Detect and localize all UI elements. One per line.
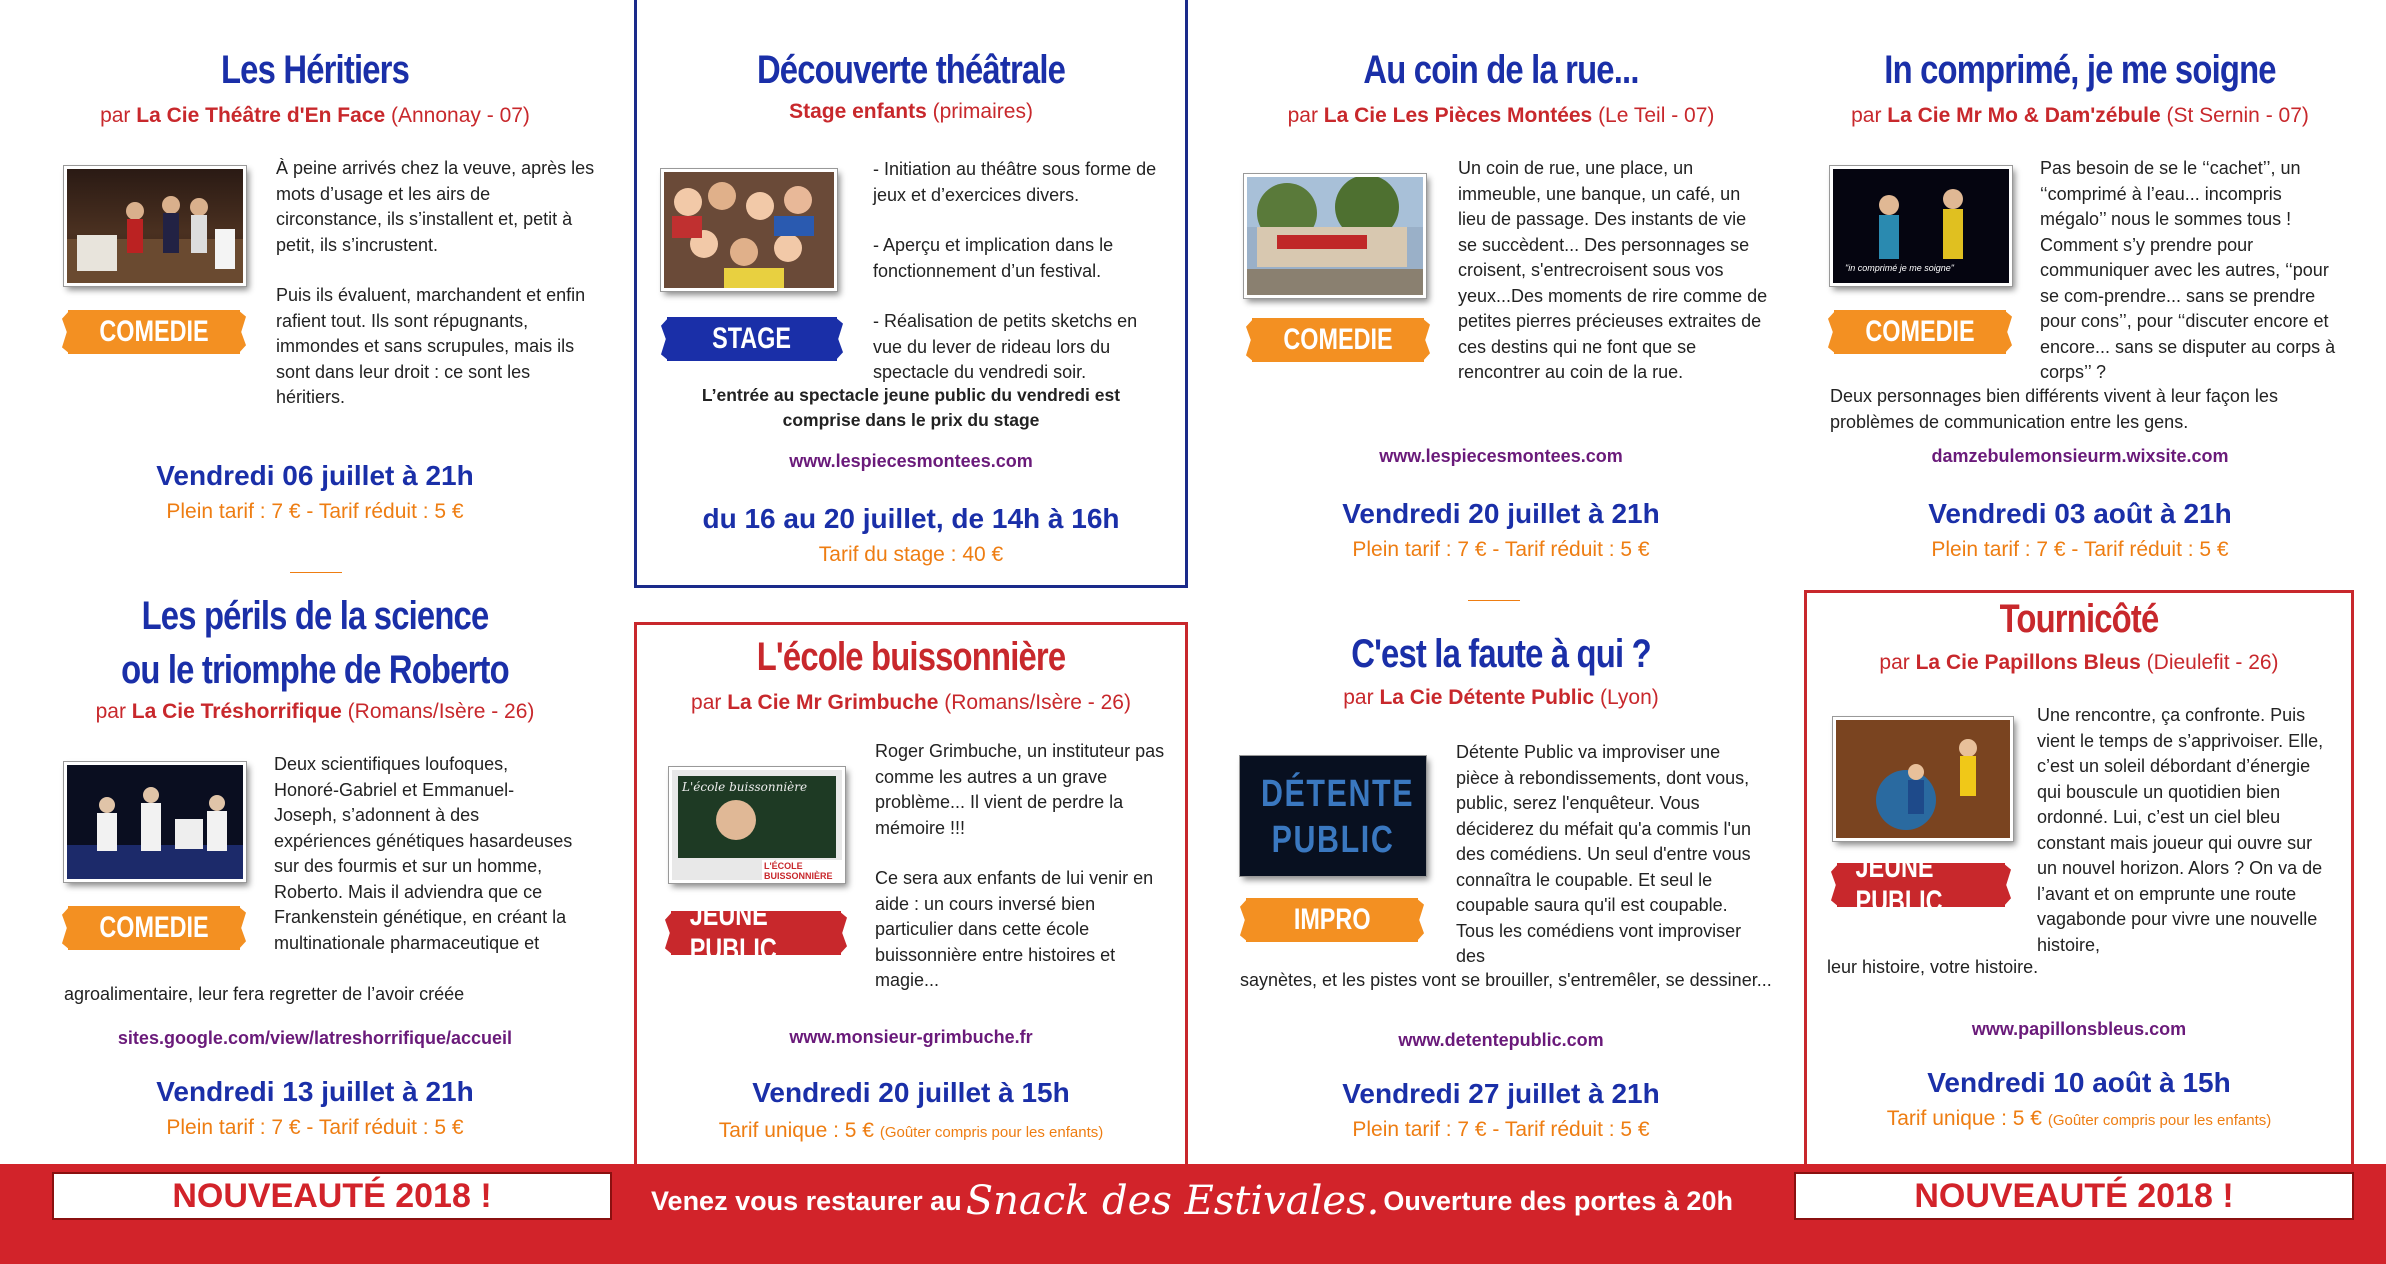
show-description-wide: agroalimentaire, leur fera regretter de l’avoir créée xyxy=(64,984,465,1004)
separator xyxy=(1468,600,1520,601)
column-3 xyxy=(1206,0,1796,1164)
show-description: Roger Grimbuche, un instituteur pas comme les autres a un grave problème... Il vient de perdre la mémoire !!! Ce sera aux enfants de lui venir en aide : un cours inversé bien particulier dans cette école buissonnière entre histoires et magie... xyxy=(875,741,1165,990)
show-price: Tarif du stage : 40 € xyxy=(818,543,1004,566)
show-photo xyxy=(1833,717,2013,841)
show-byline: par La Cie Théâtre d'En Face (Annonay - 07) xyxy=(100,104,530,127)
show-in-comprime xyxy=(1800,0,2360,580)
show-byline: Stage enfants (primaires) xyxy=(789,100,1033,123)
show-date: Vendredi 03 août à 21h xyxy=(1928,498,2232,529)
show-description-wide: Deux personnages bien différents vivent à leur façon les problèmes de communication entre les gens. xyxy=(1830,386,2278,432)
show-date: Vendredi 20 juillet à 15h xyxy=(752,1077,1070,1108)
show-website-link[interactable]: damzebulemonsieurm.wixsite.com xyxy=(1931,446,2229,466)
show-price: Tarif unique : 5 € (Goûter compris pour les enfants) xyxy=(1886,1107,2272,1130)
genre-tag: STAGE xyxy=(667,317,837,361)
show-website-link[interactable]: www.lespiecesmontees.com xyxy=(1379,446,1623,466)
show-description-wide: leur histoire, votre histoire. xyxy=(1827,957,2039,977)
separator xyxy=(290,572,342,573)
show-date: du 16 au 20 juillet, de 14h à 16h xyxy=(702,503,1120,534)
genre-tag: COMEDIE xyxy=(1834,310,2006,354)
show-title: L'école buissonnière xyxy=(756,635,1066,679)
genre-tag: COMEDIE xyxy=(68,906,240,950)
show-les-heritiers xyxy=(0,0,630,560)
photo-banner: L'ÉCOLE BUISSONNIÈRE xyxy=(762,860,842,882)
show-website-link[interactable]: sites.google.com/view/latreshorrifique/accueil xyxy=(117,1028,513,1048)
show-c-est-la-faute-a-qui xyxy=(1206,620,1796,1164)
scientists-scene-image xyxy=(67,765,243,879)
tournicote-scene-image xyxy=(1836,720,2010,838)
snack-name: Snack des Estivales. xyxy=(965,1178,1380,1224)
show-description: Pas besoin de se le ‘‘cachet’’, un ‘‘comprimé à l’eau... incompris mégalo’’ nous le sommes tous ! Comment s’y prendre pour communiquer avec les autres, ‘‘pour se com-prendre... sans se prendre pour cons’’, pour ‘‘discuter encore et encore... sans se disputer au corps à corps’’ ? xyxy=(2040,158,2336,382)
show-website-link[interactable]: www.detentepublic.com xyxy=(1398,1030,1604,1050)
show-description: Un coin de rue, une place, un immeuble, une banque, un café, un lieu de passage. Des instants de vie se succèdent... Des personnages se croisent, s'entrecroisent sous vos yeux...Des moments de rire comme de petites pierres précieuses extraites de ces destins qui ne font que se rencontrer au coin de la rue. xyxy=(1458,158,1768,382)
photo-caption: "in comprimé je me soigne" xyxy=(1845,263,1954,273)
show-photo xyxy=(1244,174,1426,298)
genre-tag: COMEDIE xyxy=(1252,318,1424,362)
show-photo xyxy=(661,169,837,291)
show-price: Plein tarif : 7 € - Tarif réduit : 5 € xyxy=(166,500,464,523)
show-title: C'est la faute à qui ? xyxy=(1351,632,1651,676)
genre-tag: JEUNE PUBLIC xyxy=(671,911,841,955)
column-4 xyxy=(1800,0,2386,1164)
genre-tag: JEUNE PUBLIC xyxy=(1837,863,2005,907)
company-name: La Cie Détente Public xyxy=(1379,686,1595,709)
show-l-ecole-buissonniere xyxy=(634,622,1188,1172)
show-date: Vendredi 27 juillet à 21h xyxy=(1342,1078,1660,1109)
company-name: La Cie Papillons Bleus xyxy=(1915,651,2141,674)
show-website-link[interactable]: www.monsieur-grimbuche.fr xyxy=(789,1027,1033,1047)
show-date: Vendredi 10 août à 15h xyxy=(1927,1067,2231,1098)
show-description-wide: saynètes, et les pistes vont se brouiller, s'entremêler, se dessiner... xyxy=(1240,970,1772,990)
show-photo xyxy=(669,767,845,883)
nouveaute-badge-left: NOUVEAUTÉ 2018 ! xyxy=(52,1172,612,1220)
children-group-image xyxy=(664,172,834,288)
genre-tag: COMEDIE xyxy=(68,310,240,354)
show-title-line-2: ou le triomphe de Roberto xyxy=(121,648,509,692)
show-description: - Initiation au théâtre sous forme de jeux et d’exercices divers. - Aperçu et implication dans le fonctionnement d’un festival. - Réalisation de petits sketchs en vue du lever de rideau lors du spectacle du vendredi soir. xyxy=(873,159,1157,382)
show-title: Tournicôté xyxy=(1999,597,2159,641)
company-name: La Cie Mr Grimbuche xyxy=(727,691,939,714)
show-tournicote xyxy=(1804,590,2354,1172)
show-title: Les Héritiers xyxy=(220,48,410,92)
stage-note: L’entrée au spectacle jeune public du vendredi est comprise dans le prix du stage xyxy=(701,385,1121,430)
show-byline: par La Cie Les Pièces Montées (Le Teil - 07) xyxy=(1287,104,1715,127)
show-price: Tarif unique : 5 € (Goûter compris pour les enfants) xyxy=(718,1119,1104,1142)
show-photo xyxy=(64,762,246,882)
company-name: La Cie Mr Mo & Dam'zébule xyxy=(1887,104,2161,127)
show-date: Vendredi 13 juillet à 21h xyxy=(156,1076,474,1107)
nouveaute-badge-right: NOUVEAUTÉ 2018 ! xyxy=(1794,1172,2354,1220)
photo-text-line-2: PUBLIC xyxy=(1271,819,1395,861)
show-price: Plein tarif : 7 € - Tarif réduit : 5 € xyxy=(1352,538,1650,561)
show-title: Au coin de la rue... xyxy=(1363,48,1639,92)
company-name: La Cie Tréshorrifique xyxy=(131,700,342,723)
show-price: Plein tarif : 7 € - Tarif réduit : 5 € xyxy=(1931,538,2229,561)
show-website-link[interactable]: www.papillonsbleus.com xyxy=(1971,1019,2187,1039)
show-description: Une rencontre, ça confronte. Puis vient le temps de s’apprivoiser. Elle, c’est un soleil débordant d’énergie qui bouscule un quotidien bien ordonné. Lui, c’est un ciel bleu constant mais joueur qui ouvre sur un nouvel horizon. Alors ? On va de l’avant et on emprunte une route vagabonde pour vivre une nouvelle histoire, xyxy=(2037,705,2324,955)
stage-scene-image xyxy=(67,169,243,283)
show-date: Vendredi 06 juillet à 21h xyxy=(156,460,474,491)
show-photo xyxy=(1830,166,2012,286)
show-title: Découverte théâtrale xyxy=(756,48,1066,92)
column-2 xyxy=(630,0,1186,1164)
show-decouverte-theatrale xyxy=(634,0,1188,588)
street-corner-image xyxy=(1247,177,1423,295)
photo-text-line-1: DÉTENTE xyxy=(1261,773,1415,815)
teacher-figure xyxy=(716,800,756,840)
show-website-link[interactable]: www.lespiecesmontees.com xyxy=(789,451,1033,471)
show-byline: par La Cie Détente Public (Lyon) xyxy=(1343,686,1659,709)
genre-tag: IMPRO xyxy=(1246,898,1418,942)
company-name: La Cie Théâtre d'En Face xyxy=(136,104,386,127)
column-1 xyxy=(0,0,630,1164)
chalkboard-text: L'école buissonnière xyxy=(682,780,808,794)
show-les-perils-de-la-science xyxy=(0,580,630,1164)
show-title: In comprimé, je me soigne xyxy=(1884,48,2276,92)
show-date: Vendredi 20 juillet à 21h xyxy=(1342,498,1660,529)
show-price: Plein tarif : 7 € - Tarif réduit : 5 € xyxy=(166,1116,464,1139)
show-description: Détente Public va improviser une pièce à rebondissements, dont vous, public, serez l'enquêteur. Vous déciderez du méfait qu'a commis l'un des comédiens. Un seul d'entre vous connaîtra le coupable. Et seul le coupable saura qu'il est coupable. Tous les comédiens vont improviser des xyxy=(1456,742,1752,966)
show-byline: par La Cie Mr Mo & Dam'zébule (St Sernin - 07) xyxy=(1851,104,2309,127)
company-name: La Cie Les Pièces Montées xyxy=(1323,104,1593,127)
snack-announcement: Venez vous restaurer au Snack des Estivales. Ouverture des portes à 20h xyxy=(651,1178,1733,1224)
show-price: Plein tarif : 7 € - Tarif réduit : 5 € xyxy=(1352,1118,1650,1141)
show-byline: par La Cie Papillons Bleus (Dieulefit - 26) xyxy=(1879,651,2279,674)
show-title-line-1: Les périls de la science xyxy=(141,594,489,638)
show-au-coin-de-la-rue xyxy=(1206,0,1796,580)
show-description: Deux scientifiques loufoques, Honoré-Gabriel et Emmanuel-Joseph, s’adonnent à des expériences génétiques hasardeuses sur des fourmis et sur un homme, Roberto. Mais il adviendra que ce Frankenstein génétique, en créant la multinationale pharmaceutique et xyxy=(274,754,573,953)
show-byline: par La Cie Tréshorrifique (Romans/Isère - 26) xyxy=(95,700,535,723)
show-photo xyxy=(1240,756,1426,876)
show-photo xyxy=(64,166,246,286)
show-description: À peine arrivés chez la veuve, après les mots d’usage et les airs de circonstance, ils s’installent et, petit à petit, ils s’incrustent. Puis ils évaluent, marchandent et enfin rafient tout. Ils sont répugnants, immondes et sans scrupules, mais ils sont dans leur droit : ce sont les héritiers. xyxy=(276,158,595,407)
show-byline: par La Cie Mr Grimbuche (Romans/Isère - 26) xyxy=(691,691,1131,714)
